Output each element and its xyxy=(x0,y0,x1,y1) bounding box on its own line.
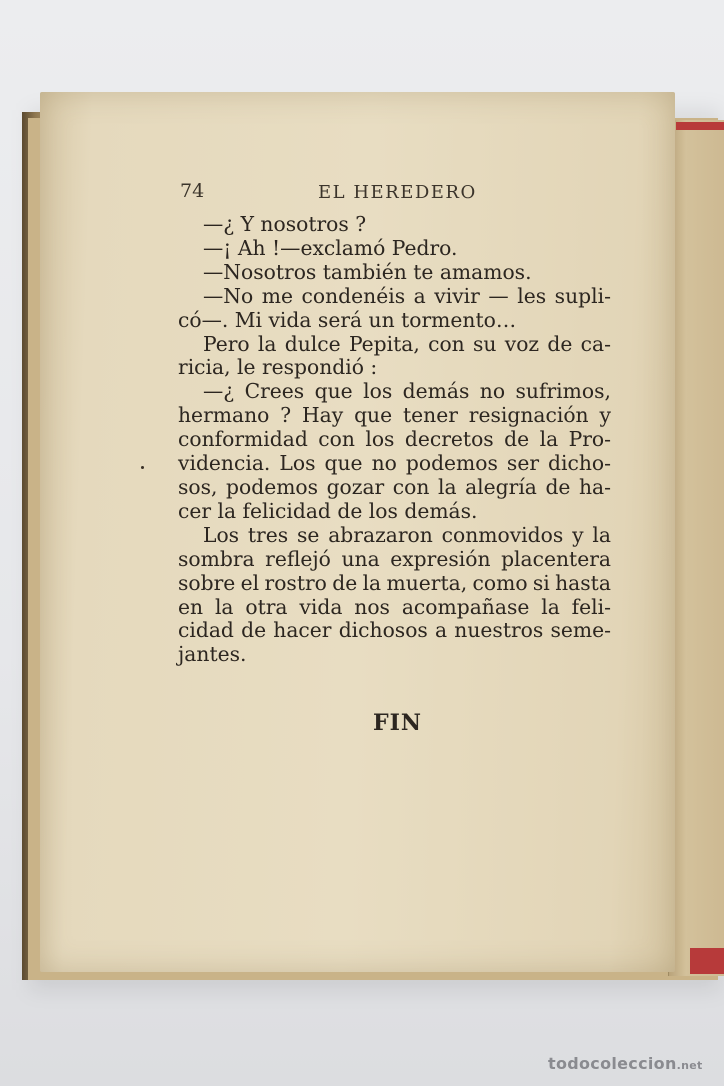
word: dichosos xyxy=(338,618,428,643)
word: que xyxy=(354,403,393,428)
word: feli- xyxy=(571,594,611,619)
word: podemos xyxy=(226,474,319,499)
word: reflejó xyxy=(265,546,331,571)
line-text: có—. Mi vida será un tormento… xyxy=(178,307,517,332)
word: de xyxy=(547,331,573,356)
text-line xyxy=(178,572,611,596)
line-text: ricia, le respondió : xyxy=(178,355,378,380)
word: conmovidos xyxy=(441,522,564,547)
text-line xyxy=(178,380,611,404)
text-line xyxy=(178,237,611,261)
red-page-edge-bottom xyxy=(690,948,724,974)
text-line xyxy=(178,261,611,285)
word: decretos xyxy=(404,427,494,452)
red-page-edge-top xyxy=(676,122,724,130)
text-line xyxy=(178,548,611,572)
word: la xyxy=(257,331,277,356)
word: Hay xyxy=(301,403,344,428)
text-line xyxy=(178,428,611,452)
word: dicho- xyxy=(548,451,611,476)
watermark-suffix: .net xyxy=(676,1059,703,1072)
word: a xyxy=(435,618,448,643)
word: placentera xyxy=(501,546,611,571)
word: Pero xyxy=(203,331,250,356)
word: la xyxy=(362,570,382,595)
watermark xyxy=(548,1054,703,1073)
word: la xyxy=(214,594,234,619)
page-edges xyxy=(668,120,724,976)
word: condenéis xyxy=(301,283,406,308)
text-line xyxy=(178,500,611,524)
word: en xyxy=(178,594,204,619)
word: —¿ xyxy=(203,379,235,404)
text-line xyxy=(178,524,611,548)
word: hermano xyxy=(178,403,270,428)
word: sufrimos, xyxy=(515,379,611,404)
word: muerta, xyxy=(386,570,468,595)
word: Crees xyxy=(244,379,305,404)
word: hasta xyxy=(555,570,611,595)
word: no xyxy=(479,379,506,404)
word: ? xyxy=(280,403,292,428)
word: abrazaron xyxy=(328,522,433,547)
word: acompañase xyxy=(401,594,530,619)
word: Los xyxy=(279,451,316,476)
word: me xyxy=(261,283,294,308)
word: —No xyxy=(203,283,254,308)
word: se xyxy=(296,522,320,547)
word: si xyxy=(532,570,550,595)
word: — xyxy=(488,283,509,308)
end-mark: FIN xyxy=(373,710,423,736)
word: su xyxy=(473,331,497,356)
word: podemos xyxy=(405,451,498,476)
text-line xyxy=(178,309,611,333)
word: vida xyxy=(299,594,343,619)
body-text xyxy=(178,213,611,667)
word: tener xyxy=(402,403,458,428)
word: nos xyxy=(354,594,390,619)
word: como xyxy=(472,570,528,595)
word: una xyxy=(341,546,380,571)
page-number: 74 xyxy=(180,180,205,202)
word: sos, xyxy=(178,474,218,499)
word: vivir xyxy=(434,283,480,308)
text-line xyxy=(178,619,611,643)
word: otra xyxy=(245,594,288,619)
text-line xyxy=(178,285,611,309)
word: con xyxy=(392,474,430,499)
word: les xyxy=(517,283,547,308)
word: ha- xyxy=(578,474,611,499)
line-text: jantes. xyxy=(178,642,247,667)
paper-speck xyxy=(141,466,144,469)
word: seme- xyxy=(550,618,611,643)
word: supli- xyxy=(554,283,611,308)
word: los xyxy=(363,379,393,404)
word: a xyxy=(413,283,426,308)
line-text: —Nosotros también te amamos. xyxy=(203,259,532,284)
word: Los xyxy=(203,522,240,547)
line-text: —¡ Ah !—exclamó Pedro. xyxy=(203,235,458,260)
word: de xyxy=(545,474,571,499)
text-line xyxy=(178,476,611,500)
word: tres xyxy=(247,522,289,547)
word: el xyxy=(240,570,260,595)
watermark-text: todocoleccion xyxy=(548,1054,677,1073)
word: con xyxy=(318,427,355,452)
word: dulce xyxy=(284,331,341,356)
word: de xyxy=(332,570,358,595)
word: que xyxy=(314,379,353,404)
word: Pro- xyxy=(568,427,611,452)
word: videncia. xyxy=(178,451,271,476)
word: demás xyxy=(402,379,470,404)
text-line xyxy=(178,356,611,380)
word: la xyxy=(437,474,457,499)
word: Pepita, xyxy=(348,331,420,356)
text-line xyxy=(178,333,611,357)
word: la xyxy=(539,427,559,452)
word: sobre xyxy=(178,570,236,595)
word: alegría xyxy=(465,474,537,499)
word: los xyxy=(365,427,395,452)
word: rostro xyxy=(264,570,327,595)
word: conformidad xyxy=(178,427,308,452)
header-title: EL HEREDERO xyxy=(318,182,477,203)
word: sombra xyxy=(178,546,255,571)
word: ca- xyxy=(580,331,611,356)
line-text: cer la felicidad de los demás. xyxy=(178,498,478,523)
text-line xyxy=(178,452,611,476)
text-line xyxy=(178,404,611,428)
word: voz xyxy=(504,331,540,356)
word: y xyxy=(599,403,611,428)
word: que xyxy=(324,451,363,476)
word: cidad xyxy=(178,618,234,643)
text-line xyxy=(178,213,611,237)
word: con xyxy=(428,331,465,356)
word: ser xyxy=(506,451,540,476)
word: no xyxy=(371,451,397,476)
word: la xyxy=(592,522,611,547)
word: la xyxy=(541,594,560,619)
word: gozar xyxy=(326,474,385,499)
text-line xyxy=(178,596,611,620)
line-text: —¿ Y nosotros ? xyxy=(203,212,367,236)
word: de xyxy=(241,618,267,643)
word: y xyxy=(572,522,584,547)
text-line xyxy=(178,643,611,667)
word: nuestros xyxy=(454,618,544,643)
word: resignación xyxy=(468,403,589,428)
word: de xyxy=(504,427,530,452)
word: hacer xyxy=(273,618,332,643)
word: expresión xyxy=(390,546,491,571)
